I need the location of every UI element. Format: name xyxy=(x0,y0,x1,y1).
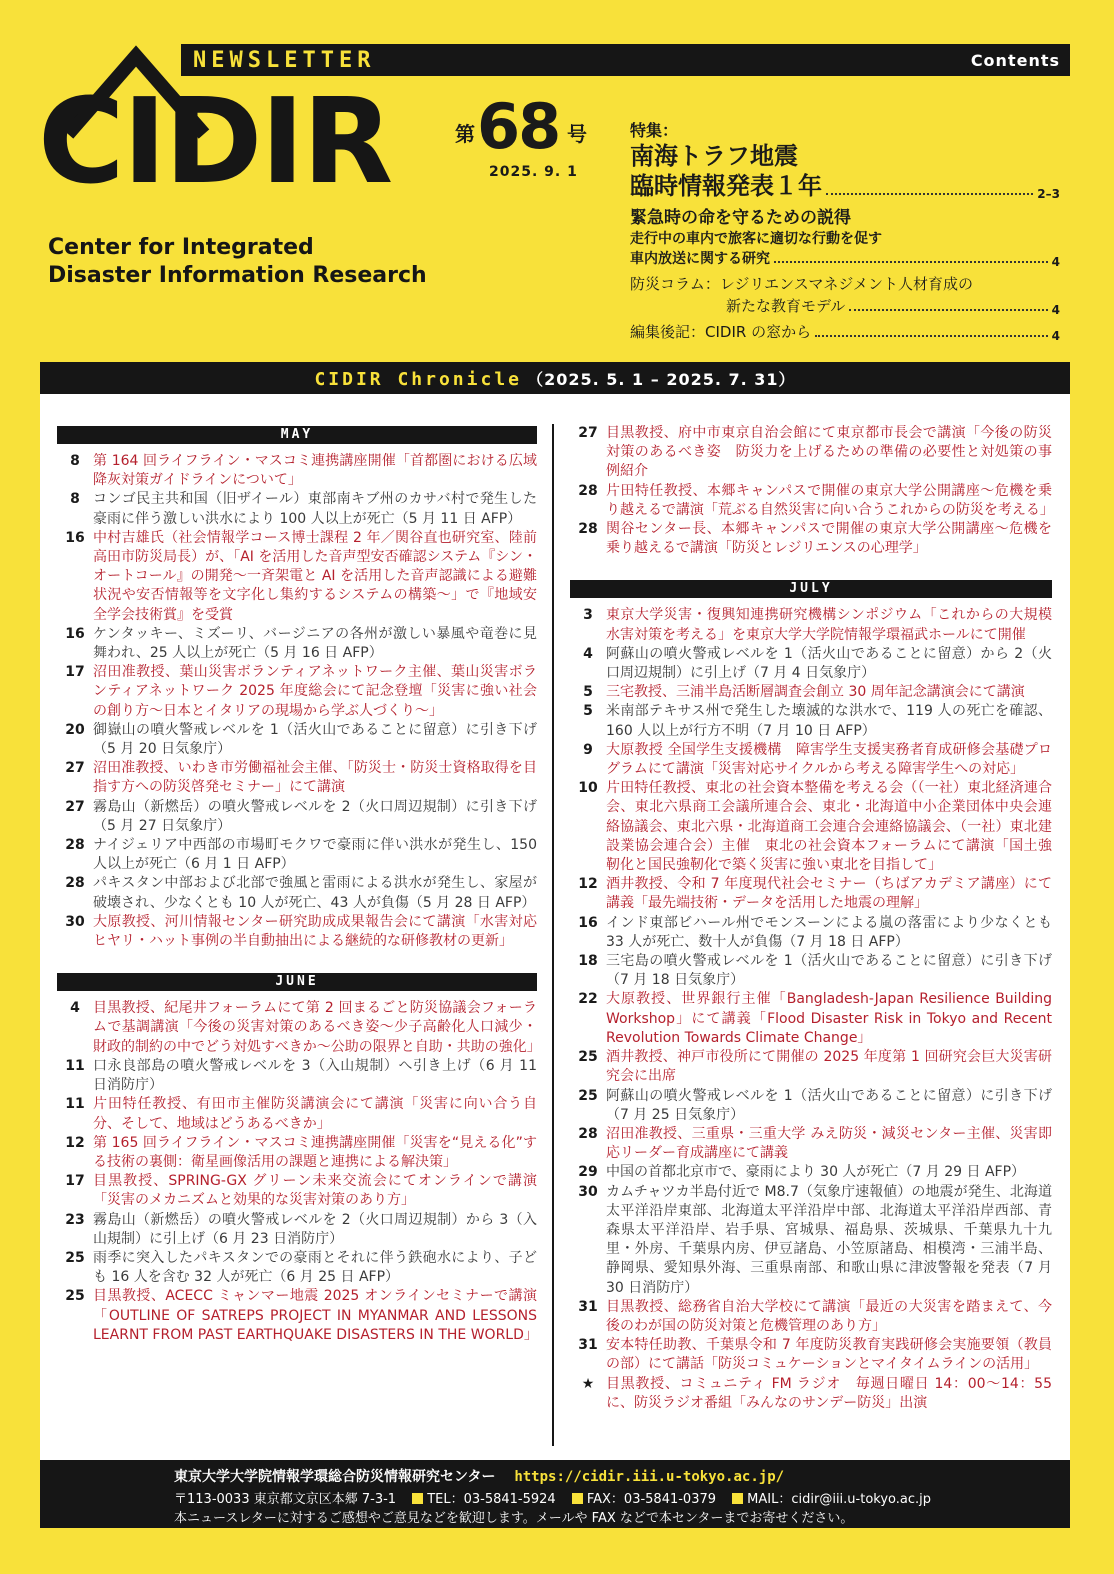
entry-text: 三宅教授、三浦半島活断層調査会創立 30 周年記念講演会にて講演 xyxy=(606,684,1025,701)
entry-text: 沼田准教授、いわき市労働福祉会主催、「防災士・防災士資格取得を目指す方への防災啓発セミナー」にて講演 xyxy=(93,760,537,796)
entry-day: 28 xyxy=(65,837,85,854)
entry-text: 米南部テキサス州で発生した壊滅的な洪水で、119 人の死亡を確認、160 人以上が行方不明（7 月 10 日 AFP） xyxy=(606,703,1052,739)
list-item xyxy=(57,1211,537,1249)
entry-day: 31 xyxy=(578,1298,598,1315)
entry-day: 8 xyxy=(70,491,80,508)
toc-column-row[interactable] xyxy=(630,295,1060,317)
entry-text: 安本特任助教、千葉県令和 7 年度防災教育実践研修会実施要領（教員の部）にて講話「防災コミュケーションとマイタイムラインの活用」 xyxy=(606,1337,1052,1373)
toc-feature-title-2: 臨時情報発表１年 xyxy=(630,172,822,200)
list-item xyxy=(57,874,537,912)
right-column xyxy=(570,394,1052,1413)
list-item xyxy=(570,1375,1052,1413)
issue-prefix: 第 xyxy=(455,122,475,146)
entry-day: 22 xyxy=(578,991,598,1008)
toc-article-title: 緊急時の命を守るための説得 xyxy=(630,208,851,228)
footer-line-2 xyxy=(174,1488,931,1507)
entry-text: インド東部ビハール州でモンスーンによる嵐の落雷により少なくとも 33 人が死亡、数十人が負傷（7 月 18 日 AFP） xyxy=(606,914,1052,950)
entry-text: パキスタン中部および北部で強風と雷雨による洪水が発生し、家屋が破壊され、少なくとも 10 人が死亡、43 人が負傷（5 月 28 日 AFP） xyxy=(93,875,537,911)
toc-leader-dots xyxy=(815,335,1048,337)
issue-info xyxy=(455,90,605,186)
entry-text: 雨季に突入したパキスタンでの豪雨とそれに伴う鉄砲水により、子ども 16 人を含む 32 人が死亡（6 月 25 日 AFP） xyxy=(93,1249,537,1286)
list-item xyxy=(57,452,537,490)
square-bullet-icon xyxy=(412,1493,423,1504)
list-item xyxy=(570,1125,1052,1163)
list-item xyxy=(57,759,537,797)
entry-day: 28 xyxy=(578,1125,598,1142)
list-item xyxy=(57,625,537,663)
org-name-line-2: Disaster Information Research xyxy=(48,263,427,288)
entry-text: 目黒教授、総務省自治大学校にて講演「最近の大災害を踏まえて、今後のわが国の防災対策と危機管理のあり方」 xyxy=(606,1298,1052,1334)
entry-day: 8 xyxy=(70,453,80,469)
entry-day: 25 xyxy=(578,1049,598,1066)
footer-center-name: 東京大学大学院情報学環総合防災情報研究センター xyxy=(174,1469,496,1485)
entry-text: コンゴ民主共和国（旧ザイール）東部南キブ州のカサバ村で発生した豪雨に伴う激しい洪水により 100 人以上が死亡（5 月 11 日 AFP） xyxy=(93,491,537,527)
entry-day: 4 xyxy=(583,645,593,662)
entry-text: 酒井教授、令和 7 年度現代社会セミナー（ちばアカデミア講座）にて講義「最先端技術・データを活用した地震の理解」 xyxy=(606,876,1052,912)
list-item xyxy=(570,741,1052,779)
entry-day: 31 xyxy=(578,1337,598,1354)
toc-feature-title-1: 南海トラフ地震 xyxy=(630,142,798,170)
toc-article-sub-2: 車内放送に関する研究 xyxy=(630,251,770,267)
list-item xyxy=(570,1183,1052,1298)
entry-day: 11 xyxy=(65,1096,85,1113)
entry-day: 25 xyxy=(65,1288,85,1305)
entry-text: 中村吉雄氏（社会情報学コース博士課程 2 年／関谷直也研究室、陸前高田市防災局長）が、「AI を活用した音声型安否確認システム『シン・オートコール』の開発～一斉架電と AI を活用した音声認識による避難状況や安否情報等を文字化し集約するシステムの構築～」で『地域安全学会技術賞』を受賞 xyxy=(93,529,537,623)
entry-day: 17 xyxy=(65,664,85,681)
entry-day: ★ xyxy=(581,1375,595,1392)
entry-text: 第 164 回ライフライン・マスコミ連携講座開催「首都圏における広域降灰対策ガイドラインについて」 xyxy=(93,453,537,489)
entry-day: 5 xyxy=(583,684,593,701)
entry-text: 霧島山（新燃岳）の噴火警戒レベルを 2（火口周辺規制）に引き下げ（5 月 27 日気象庁） xyxy=(93,798,537,834)
chronicle-title: CIDIR Chronicle xyxy=(314,369,522,390)
square-bullet-icon xyxy=(732,1493,743,1504)
toc-postscript-page: 4 xyxy=(1051,329,1060,343)
entry-text: 沼田准教授、葉山災害ボランティアネットワーク主催、葉山災害ボランティアネットワーク 2025 年度総会にて記念登壇「災害に強い社会の創り方～日本とイタリアの現場から学ぶ人づくり～」 xyxy=(93,664,537,719)
entry-day: 27 xyxy=(65,760,85,777)
entry-text: 三宅島の噴火警戒レベルを 1（活火山であることに留意）に引き下げ（7 月 18 日気象庁） xyxy=(606,953,1052,989)
entry-day: 29 xyxy=(578,1164,598,1181)
toc-article-sub-1: 走行中の車内で旅客に適切な行動を促す xyxy=(630,231,882,247)
entry-day: 5 xyxy=(583,703,593,720)
list-item xyxy=(57,1172,537,1210)
toc-leader-dots xyxy=(849,309,1047,311)
toc-leader-dots xyxy=(774,261,1048,263)
entry-day: 12 xyxy=(65,1134,85,1151)
toc-column-line-2: 新たな教育モデル xyxy=(726,297,846,315)
entry-text: 目黒教授、コミュニティ FM ラジオ 毎週日曜日 14：00～14：55 に、防災ラジオ番組「みんなのサンデー防災」出演 xyxy=(606,1375,1052,1411)
entry-text: 片田特任教授、有田市主催防災講演会にて講演「災害に向い合う自分、そして、地域はどうあるべきか」 xyxy=(93,1096,537,1132)
list-item xyxy=(570,1163,1052,1182)
list-item xyxy=(570,1048,1052,1086)
footer-fax: FAX：03-5841-0379 xyxy=(586,1492,717,1507)
entry-day: 30 xyxy=(578,1183,598,1200)
list-item xyxy=(57,913,537,951)
footer-address: 〒113-0033 東京都文京区本郷 7-3-1 xyxy=(174,1492,397,1507)
issue-suffix: 号 xyxy=(567,122,587,146)
month-heading-july: JULY xyxy=(570,580,1052,598)
entry-day: 28 xyxy=(578,521,598,538)
entry-text: 大原教授、河川情報センター研究助成成果報告会にて講演「水害対応ヒヤリ・ハット事例の半自動抽出による継続的な研修教材の更新」 xyxy=(93,913,537,950)
list-item xyxy=(57,1095,537,1133)
entry-text: 霧島山（新燃岳）の噴火警戒レベルを 2（火口周辺規制）から 3（入山規制）に引上げ（6 月 23 日消防庁） xyxy=(93,1211,537,1247)
square-bullet-icon xyxy=(572,1493,583,1504)
entry-text: ケンタッキー、ミズーリ、バージニアの各州が激しい暴風や竜巻に見舞われ、25 人以上が死亡（5 月 16 日 AFP） xyxy=(93,625,537,662)
list-item xyxy=(570,520,1052,558)
entry-text: 御嶽山の噴火警戒レベルを 1（活火山であることに留意）に引き下げ（5 月 20 日気象庁） xyxy=(93,721,537,758)
entry-text: 東京大学災害・復興知連携研究機構シンポジウム「これからの大規模水害対策を考える」を東京大学大学院情報学環福武ホールにて開催 xyxy=(606,607,1052,643)
list-item xyxy=(570,702,1052,740)
list-item xyxy=(570,952,1052,990)
list-item xyxy=(570,990,1052,1048)
list-item xyxy=(57,798,537,836)
footer-mail[interactable]: MAIL：cidir@iii.u-tokyo.ac.jp xyxy=(747,1492,932,1507)
toc-article-row[interactable] xyxy=(630,249,1060,269)
entry-text: 第 165 回ライフライン・マスコミ連携講座開催「災害を“見える化”する技術の裏側：衛星画像活用の課題と連携による解決策」 xyxy=(93,1134,537,1170)
toc-leader-dots xyxy=(826,193,1033,195)
entry-text: 目黒教授、ACECC ミャンマー地震 2025 オンラインセミナーで講演「OUTLINE OF SATREPS PROJECT IN MYANMAR AND LESSONS LEARNT FROM PAST EARTHQUAKE DISASTERS IN THE WORLD」 xyxy=(93,1288,538,1343)
footer-note: 本ニュースレターに対するご感想やご意見などを歓迎します。メールや FAX などで本センターまでお寄せください。 xyxy=(174,1511,854,1526)
entry-day: 12 xyxy=(578,876,598,893)
org-name xyxy=(48,234,427,290)
cidir-logo xyxy=(38,44,418,224)
footer-url-link[interactable]: https://cidir.iii.u-tokyo.ac.jp/ xyxy=(514,1469,785,1485)
list-item xyxy=(570,606,1052,644)
list-item xyxy=(570,683,1052,702)
chronicle-band xyxy=(40,362,1070,394)
list-item xyxy=(570,914,1052,952)
list-item xyxy=(57,1057,537,1095)
toc-feature-row[interactable] xyxy=(630,171,1060,201)
footer xyxy=(40,1460,1070,1528)
list-item xyxy=(57,1287,537,1345)
entry-text: 酒井教授、神戸市役所にて開催の 2025 年度第 1 回研究会巨大災害研究会に出席 xyxy=(606,1049,1052,1085)
list-item xyxy=(57,490,537,528)
entry-text: 阿蘇山の噴火警戒レベルを 1（活火山であることに留意）から 2（火口周辺規制）に引上げ（7 月 4 日気象庁） xyxy=(606,645,1052,682)
list-item xyxy=(570,1336,1052,1374)
june-list xyxy=(57,999,541,1345)
list-item xyxy=(57,529,537,625)
list-item xyxy=(57,836,537,874)
entry-day: 25 xyxy=(65,1249,85,1266)
entry-text: 沼田准教授、三重県・三重大学 みえ防災・減災センター主催、災害即応リーダー育成講座にて講義 xyxy=(606,1125,1052,1162)
entry-text: ナイジェリア中西部の市場町モクワで豪雨に伴い洪水が発生し、150 人以上が死亡（6 月 1 日 AFP） xyxy=(93,837,537,873)
chronicle-range: （2025. 5. 1 – 2025. 7. 31） xyxy=(527,370,796,389)
toc-postscript: 編集後記：CIDIR の窓から xyxy=(630,323,812,341)
entry-day: 30 xyxy=(65,913,85,930)
entry-text: 大原教授 全国学生支援機構 障害学生支援実務者育成研修会基礎プログラムにて講演「災害対応サイクルから考える障害学生への対応」 xyxy=(606,741,1052,778)
entry-day: 27 xyxy=(578,425,598,441)
issue-date: 2025. 9. 1 xyxy=(489,164,578,180)
footer-tel: TEL：03-5841-5924 xyxy=(427,1492,556,1507)
entry-day: 23 xyxy=(65,1211,85,1228)
entry-day: 25 xyxy=(578,1087,598,1104)
list-item xyxy=(570,482,1052,520)
logo-text: CIDIR xyxy=(38,72,392,210)
entry-text: 片田特任教授、東北の社会資本整備を考える会（（一社）東北経済連合会、東北六県商工会議所連合会、東北・北海道中小企業団体中央会連絡協議会、東北六県・北海道商工会連合会連絡協議会、（一社）東北建設業協会連合会）主催 東北の社会資本フォーラムにて講演「国土強靭化と国民強靭化で築く災害に強い東北を目指して」 xyxy=(606,780,1052,874)
month-heading-may: MAY xyxy=(57,426,537,444)
entry-text: 目黒教授、SPRING-GX グリーン未来交流会にてオンラインで講演「災害のメカニズムと効果的な災害対策のあり方」 xyxy=(93,1173,537,1209)
list-item xyxy=(570,875,1052,913)
entry-day: 3 xyxy=(583,607,593,624)
entry-day: 27 xyxy=(65,798,85,815)
chronicle-panel xyxy=(40,394,1070,1460)
list-item xyxy=(570,1087,1052,1125)
list-item xyxy=(57,999,541,1057)
toc-column-line-1: 防災コラム：レジリエンスマネジメント人材育成の xyxy=(630,275,973,293)
entry-text: 目黒教授、紀尾井フォーラムにて第 2 回まるごと防災協議会フォーラムで基調講演「今後の災害対策のあるべき姿～少子高齢化人口減少・財政的制約の中でどう対処すべきか～公助の限界と自助・共助の強化」 xyxy=(93,1000,541,1055)
entry-text: 大原教授、世界銀行主催「Bangladesh-Japan Resilience Building Workshop」にて講義「Flood Disaster Risk in Tokyo and Recent Revolution Towards Climate Change」 xyxy=(606,991,1052,1046)
entry-day: 20 xyxy=(65,721,85,738)
list-item xyxy=(57,721,537,759)
june-cont-list xyxy=(570,424,1052,558)
column-divider xyxy=(552,424,554,1446)
entry-day: 16 xyxy=(578,914,598,931)
entry-day: 10 xyxy=(578,780,598,797)
list-item xyxy=(570,645,1052,683)
entry-day: 9 xyxy=(583,741,593,758)
issue-number: 68 xyxy=(477,90,560,163)
list-item xyxy=(570,424,1052,482)
toc-column-page: 4 xyxy=(1051,303,1060,317)
toc-article-page: 4 xyxy=(1051,255,1060,269)
org-name-line-1: Center for Integrated xyxy=(48,235,314,260)
entry-day: 11 xyxy=(65,1057,85,1074)
may-list xyxy=(57,452,537,951)
entry-day: 17 xyxy=(65,1173,85,1190)
entry-day: 16 xyxy=(65,625,85,642)
toc-postscript-row[interactable] xyxy=(630,321,1060,343)
entry-day: 16 xyxy=(65,529,85,546)
month-heading-june: JUNE xyxy=(57,973,537,991)
entry-text: 口永良部島の噴火警戒レベルを 3（入山規制）へ引き上げ（6 月 11 日消防庁） xyxy=(93,1057,537,1094)
list-item xyxy=(57,1134,537,1172)
table-of-contents xyxy=(630,118,1060,343)
entry-text: 中国の首都北京市で、豪雨により 30 人が死亡（7 月 29 日 AFP） xyxy=(606,1164,1026,1181)
entry-day: 18 xyxy=(578,953,598,970)
left-column xyxy=(57,394,541,1345)
toc-feature-page: 2–3 xyxy=(1037,187,1060,201)
entry-text: 目黒教授、府中市東京自治会館にて東京都市長会で講演「今後の防災対策のあるべき姿 防災力を上げるための準備の必要性と対処策の事例紹介 xyxy=(606,425,1052,480)
entry-text: 関谷センター長、本郷キャンパスで開催の東京大学公開講座～危機を乗り越えるで講演「防災とレジリエンスの心理学」 xyxy=(606,521,1052,557)
entry-text: 片田特任教授、本郷キャンパスで開催の東京大学公開講座～危機を乗り越えるで講演「荒ぶる自然災害に向い合うこれからの防災を考える」 xyxy=(606,482,1054,518)
contents-label: Contents xyxy=(970,51,1060,70)
footer-line-1 xyxy=(174,1466,784,1486)
entry-day: 4 xyxy=(70,1000,80,1017)
entry-text: 阿蘇山の噴火警戒レベルを 1（活火山であることに留意）に引き下げ（7 月 25 日気象庁） xyxy=(606,1087,1052,1123)
toc-feature-label: 特集： xyxy=(630,121,679,140)
list-item xyxy=(570,1298,1052,1336)
entry-day: 28 xyxy=(578,482,598,499)
newsletter-label: NEWSLETTER xyxy=(193,48,376,73)
list-item xyxy=(57,663,537,721)
list-item xyxy=(57,1249,537,1287)
entry-text: カムチャツカ半島付近で M8.7（気象庁速報値）の地震が発生、北海道太平洋沿岸東部、北海道太平洋沿岸中部、北海道太平洋沿岸西部、青森県太平洋沿岸、岩手県、宮城県、福島県、茨城県、千葉県九十九里・外房、千葉県内房、伊豆諸島、小笠原諸島、相模湾・三浦半島、静岡県、愛知県外海、三重県南部、和歌山県に津波警報を発表（7 月 30 日消防庁） xyxy=(606,1183,1052,1296)
july-list xyxy=(570,606,1052,1413)
entry-day: 28 xyxy=(65,875,85,892)
list-item xyxy=(570,779,1052,875)
